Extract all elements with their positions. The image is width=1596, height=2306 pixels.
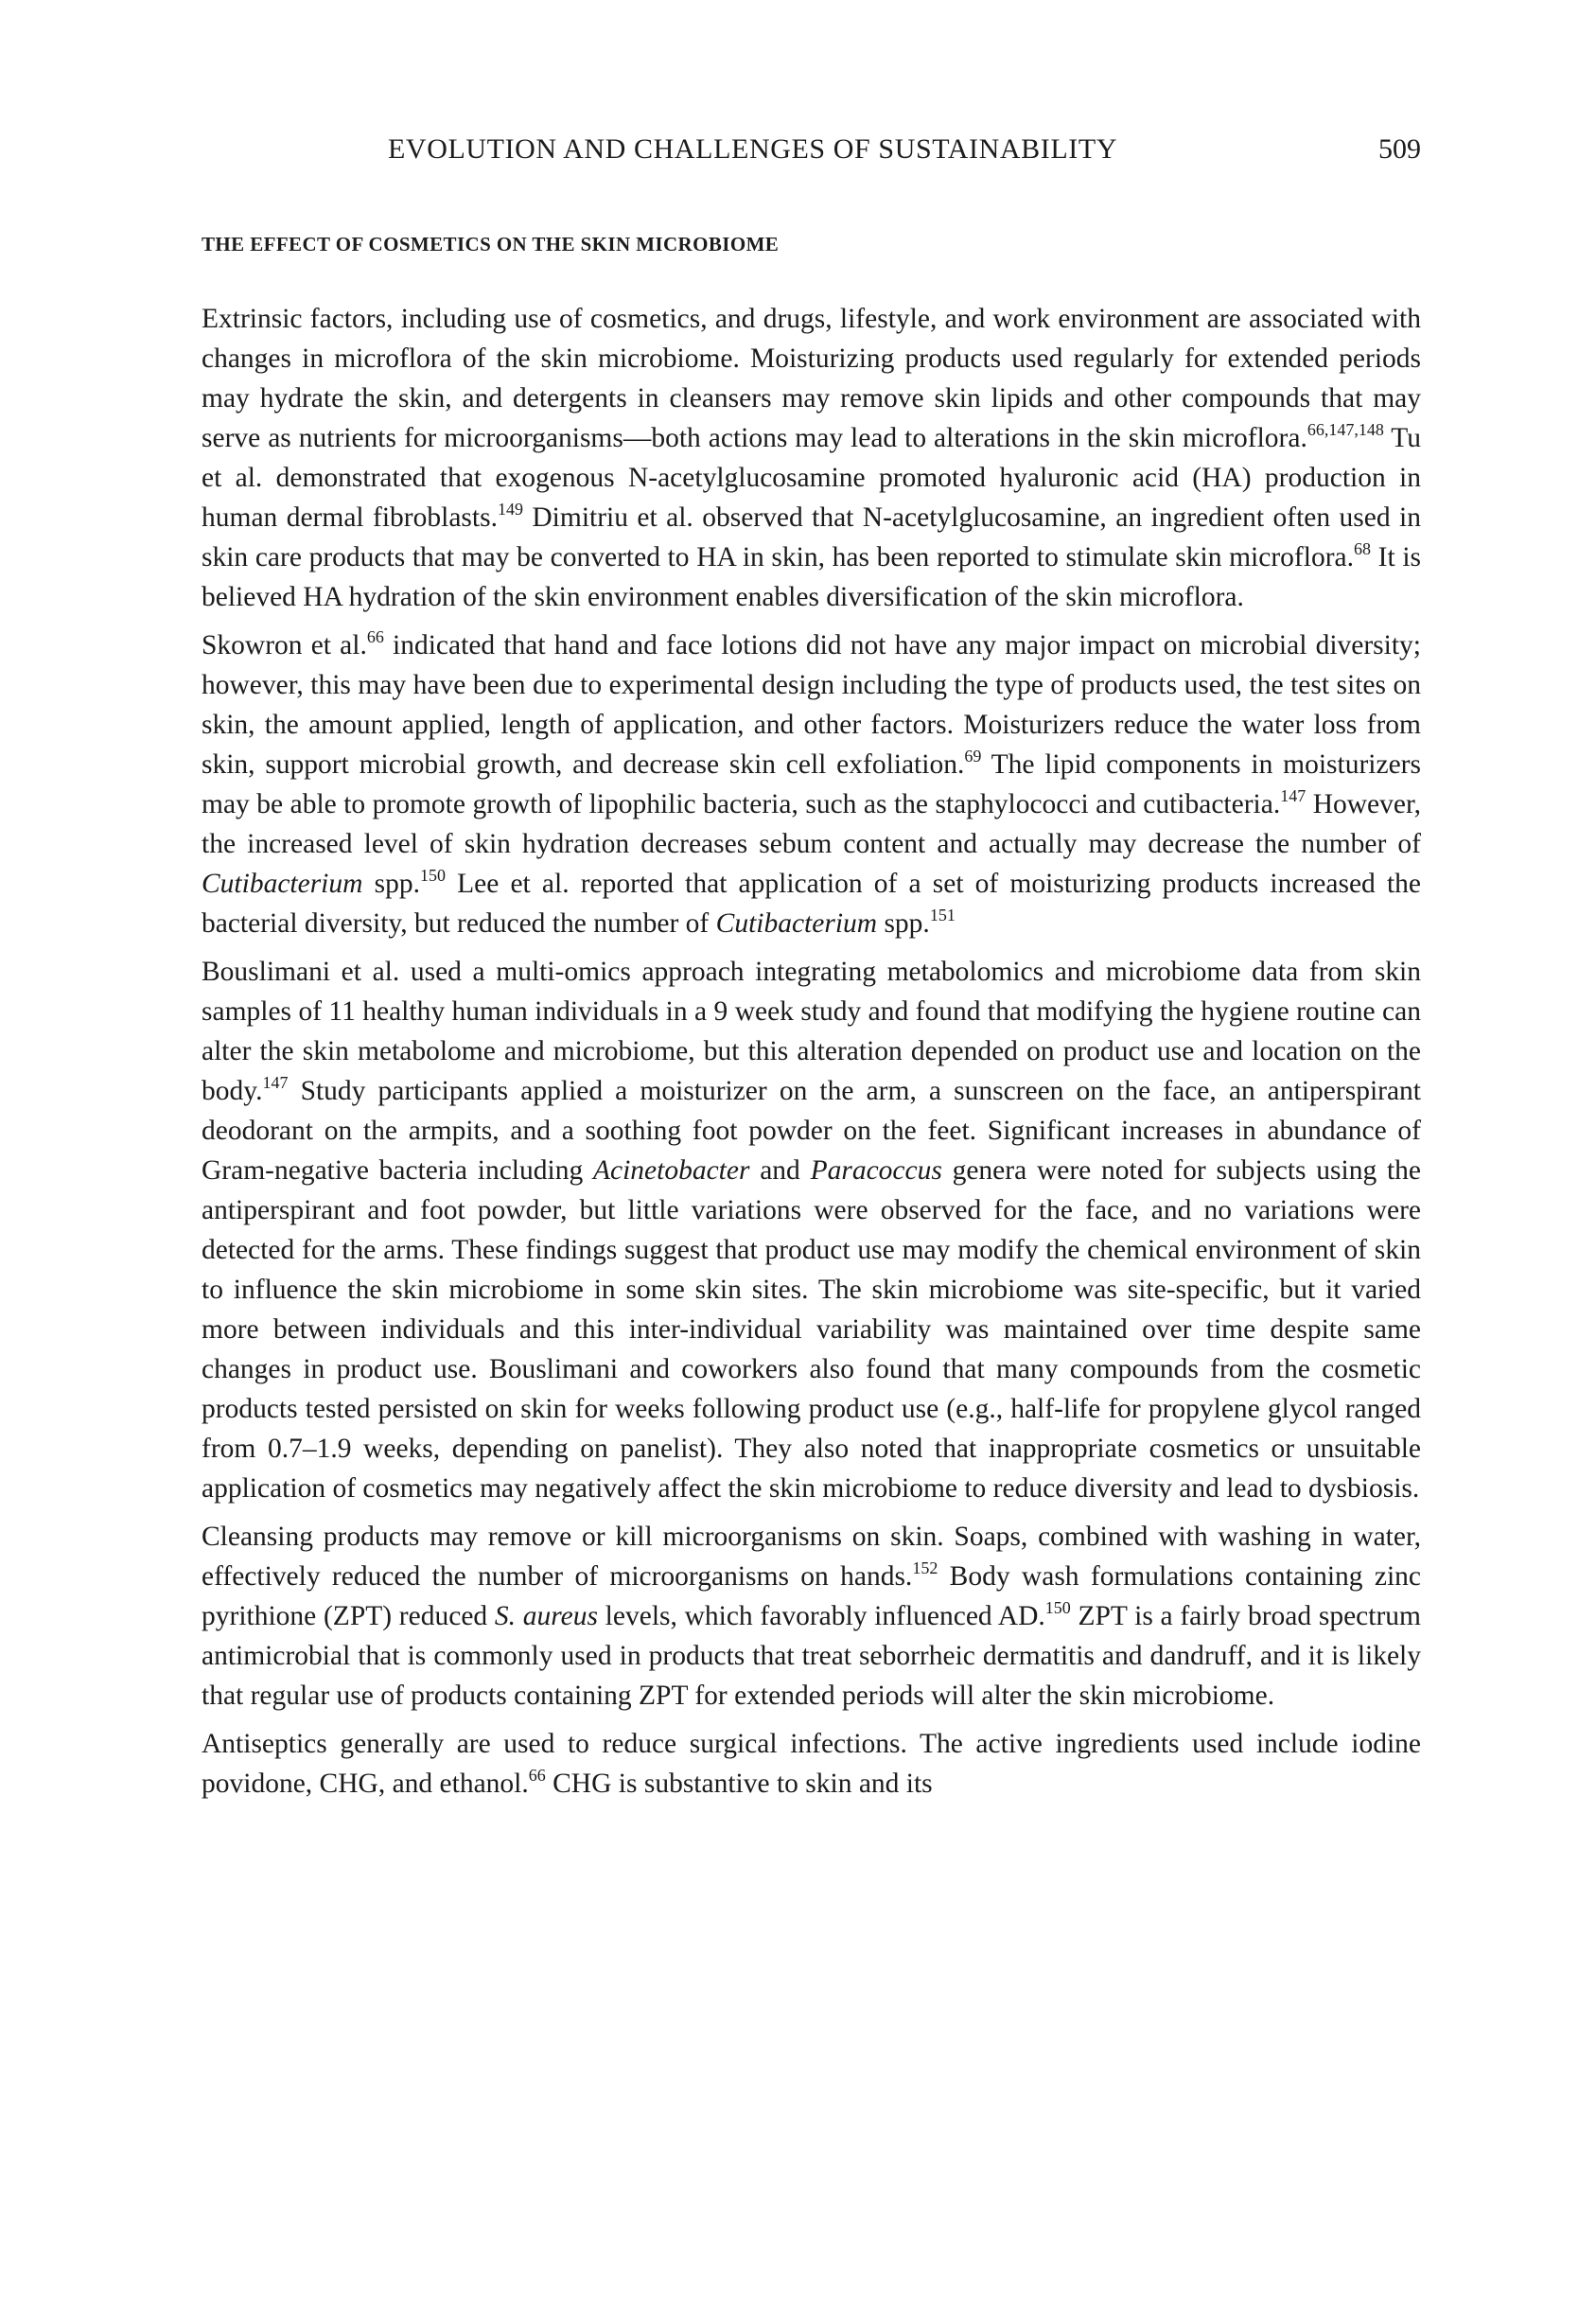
running-header bbox=[202, 131, 1421, 168]
paragraph-antiseptics: Antiseptics generally are used to reduce surgical infections. The active ingredients used include iodine povidone, CHG, and ethanol.$^{66}$ CHG is substantive to skin and its bbox=[202, 1729, 1421, 1799]
citation-reference: 152 bbox=[912, 1558, 938, 1577]
citation-reference: 150 bbox=[419, 866, 446, 885]
citation-reference: 150 bbox=[1044, 1598, 1071, 1617]
taxon-name: Cutibacterium bbox=[202, 869, 363, 899]
body-text bbox=[202, 299, 1421, 1812]
citation-reference: 147 bbox=[1280, 786, 1307, 805]
citation-reference: 68 bbox=[1354, 539, 1371, 558]
page-number: 509 bbox=[1378, 133, 1421, 165]
running-title: EVOLUTION AND CHALLENGES OF SUSTAINABILITY bbox=[388, 133, 1118, 165]
citation-reference: 69 bbox=[964, 747, 982, 766]
paragraph-cosmetics-microflora: Extrinsic factors, including use of cosmetics, and drugs, lifestyle, and work environment are associated with changes in microflora of the skin microbiome. Moisturizing products used regularly for extended periods may hydrate the skin, and detergents in cleansers may remove skin lipids and other compounds that may serve as nutrients for microorganisms—both actions may lead to alterations in the skin microflora.$^{66,147,148}$ Tu et al. demonstrated that exogenous N-acetylglucosamine promoted hyaluronic acid (HA) production in human dermal fibroblasts.$^{149}$ Dimitriu et al. observed that N-acetylglucosamine, an ingredient often used in skin care products that may be converted to HA in skin, has been reported to stimulate skin microflora.$^{68}$ It is believed HA hydration of the skin environment enables diversification of the skin microflora. bbox=[202, 304, 1422, 612]
taxon-name: S. aureus bbox=[494, 1601, 598, 1631]
paragraph-cleansing-products: Cleansing products may remove or kill microorganisms on skin. Soaps, combined with washing in water, effectively reduced the number of microorganisms on hands.$^{152}$ Body wash formulations containing zinc pyrithione (ZPT) reduced S. aureus levels, which favorably influenced AD.$^{150}$ ZPT is a fairly broad spectrum antimicrobial that is commonly used in products that treat seborrheic dermatitis and dandruff, and it is likely that regular use of products containing ZPT for extended periods will alter the skin microbiome. bbox=[202, 1522, 1421, 1711]
citation-reference: 147 bbox=[262, 1073, 289, 1092]
paragraph-moisturizers: Skowron et al.$^{66}$ indicated that hand and face lotions did not have any major impact on microbial diversity; however, this may have been due to experimental design including the type of products used, the test sites on skin, the amount applied, length of application, and other factors. Moisturizers reduce the water loss from skin, support microbial growth, and decrease skin cell exfoliation.$^{69}$ The lipid components in moisturizers may be able to promote growth of lipophilic bacteria, such as the staphylococci and cutibacteria.$^{147}$ However, the increased level of skin hydration decreases sebum content and actually may decrease the number of Cutibacterium spp.$^{150}$ Lee et al. reported that application of a set of moisturizing products increased the bacterial diversity, but reduced the number of Cutibacterium spp.$^{151}$ bbox=[202, 627, 1422, 939]
section-heading: THE EFFECT OF COSMETICS ON THE SKIN MICROBIOME bbox=[202, 233, 780, 255]
citation-reference: 66 bbox=[366, 627, 384, 646]
citation-reference: 149 bbox=[497, 500, 523, 519]
taxon-name: Paracoccus bbox=[810, 1155, 942, 1186]
taxon-name: Cutibacterium bbox=[715, 908, 878, 939]
citation-reference: 66 bbox=[528, 1766, 546, 1785]
taxon-name: Acinetobacter bbox=[592, 1155, 750, 1186]
citation-reference: 151 bbox=[929, 906, 956, 924]
citation-reference: 66,147,148 bbox=[1307, 420, 1384, 439]
paragraph-bouslimani-study: Bouslimani et al. used a multi-omics approach integrating metabolomics and microbiome data from skin samples of 11 healthy human individuals in a 9 week study and found that modifying the hygiene routine can alter the skin metabolome and microbiome, but this alteration depended on product use and location on the body.$^{147}$ Study participants applied a moisturizer on the arm, a sunscreen on the face, an antiperspirant deodorant on the armpits, and a soothing foot powder on the feet. Significant increases in abundance of Gram-negative bacteria including Acinetobacter and Paracoccus genera were noted for subjects using the antiperspirant and foot powder, but little variations were observed for the face, and no variations were detected for the arms. These findings suggest that product use may modify the chemical environment of skin to influence the skin microbiome in some skin sites. The skin microbiome was site-specific, but it varied more between individuals and this inter-individual variability was maintained over time despite same changes in product use. Bouslimani and coworkers also found that many compounds from the cosmetic products tested persisted on skin for weeks following product use (e.g., half-life for propylene glycol ranged from 0.7–1.9 weeks, depending on panelist). They also noted that inappropriate cosmetics or unsuitable application of cosmetics may negatively affect the skin microbiome to reduce diversity and lead to dysbiosis. bbox=[202, 957, 1422, 1504]
